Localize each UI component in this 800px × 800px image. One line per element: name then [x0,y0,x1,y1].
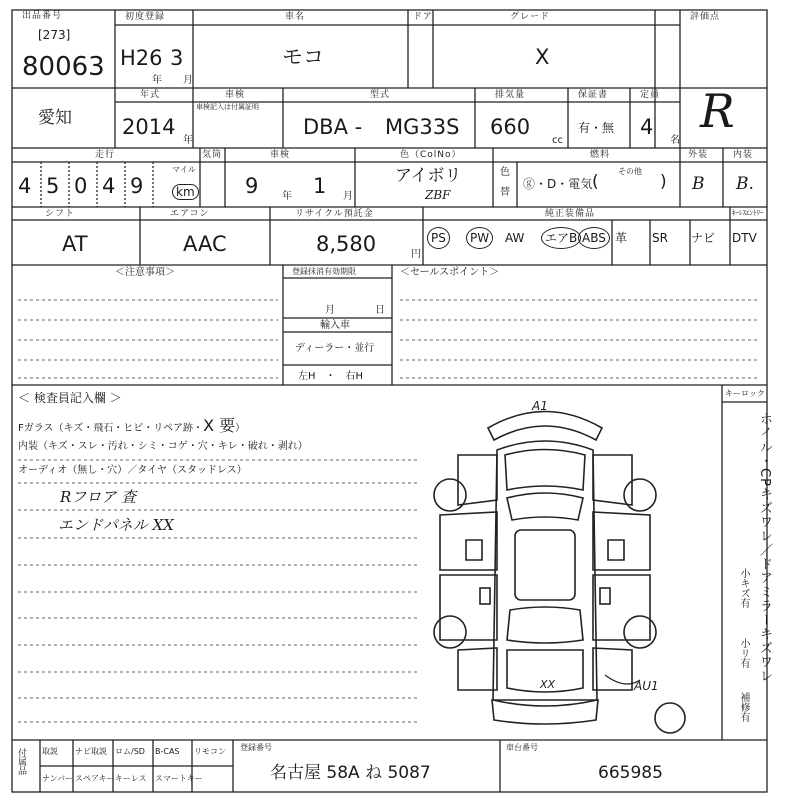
wheel-mirror-legend: ホイル・CPキズワレ／ドアミラーキズワレ [757,412,772,683]
grade-label: グレード [510,12,551,22]
mileage-label: 走行 [95,150,116,160]
diagram-label-xx: XX [540,678,556,691]
equipment-label: 純正装備品 [545,209,596,219]
warranty-label: 保証書 [578,90,609,100]
displacement-label: 排気量 [495,90,526,100]
model-code: MG33S [385,115,460,139]
plate-label: 登録番号 [240,743,272,752]
mileage-digit-2: 5 [46,174,60,198]
color-note: ZBF [425,188,451,202]
windshield-text: Fガラス（キズ・飛石・ヒビ・リペア跡・ [18,423,204,434]
fuel-label: 燃料 [590,150,611,160]
color: アイボリ [395,166,462,186]
equipment-item-7: ナビ [691,231,716,245]
recycle-label: リサイクル預託金 [295,209,374,219]
first-registration-era: H26 [120,46,163,70]
equipment-item-6: SR [652,231,668,245]
interior-line: 内装（キズ・スレ・汚れ・シミ・コゲ・穴・キレ・破れ・剥れ） [18,441,308,452]
capacity-label: 定員 [640,90,661,100]
import-type: ディーラー・並行 [295,343,375,354]
inspection-note: 車検記入は付属証明 [196,103,259,111]
equipment-item-1: PW [466,227,493,249]
model-year-nen: 年 [183,135,193,146]
color-change-1: 色 [500,167,510,178]
capacity-unit: 名 [670,135,680,146]
windshield-close: ） [235,423,246,434]
exterior-grade: B [692,174,705,194]
model-year-label: 年式 [140,90,161,100]
accessories-label: 付属品 [16,748,26,775]
windshield-mark: X 要 [203,416,236,435]
audio-tire-line: オーディオ（無し・穴）／タイヤ（スタッドレス） [18,465,247,476]
displacement-unit: cc [552,135,563,146]
registration-expiry-label: 登録抹消有効期限 [292,267,356,276]
cylinder-label: 気筒 [202,150,223,160]
interior-grade: B. [736,174,754,194]
fuel-paren-open: ( [592,172,599,192]
diagram-label-a1: A1 [532,399,548,413]
mileage-digit-3: 0 [74,174,88,198]
import-label: 輸入車 [320,320,350,331]
ac: AAC [183,232,227,256]
handwritten-note-2: エンドパネル XX [58,516,174,534]
registration-plate: 名古屋 58A ね 5087 [270,763,431,783]
ac-label: エアコン [170,209,210,219]
exterior-label: 外装 [688,150,709,160]
windshield-line [18,418,245,434]
legend-small-dent: 小リ有 [738,638,749,668]
first-registration-month: 3 [170,46,184,70]
entry-number-label: 出品番号 [22,11,63,21]
recycle-yen: 円 [411,249,421,260]
displacement: 660 [490,115,531,139]
accessory-3: B-CAS [155,747,180,756]
accessory-row2-2: キーレス [115,774,147,783]
score: R [700,84,735,138]
keylock-label: キーロック [725,389,765,398]
expiry-day: 日 [375,305,385,316]
equipment-item-2: AW [505,231,525,245]
accessory-2: ロム/SD [115,747,145,756]
accessory-row2-0: ナンバー [42,774,74,783]
color-change-2: 替 [500,187,510,198]
score-label: 評価点 [690,12,721,22]
first-registration-label: 初度登録 [125,12,166,22]
vin-label: 車台番号 [506,743,538,752]
diagram-label-au1: AU1 [634,679,659,693]
mileage-digit-1: 4 [18,174,32,198]
door-label: ドア [413,12,433,22]
shaken-year: 9 [245,174,259,198]
accessory-0: 取説 [42,747,58,756]
shaken-nen: 年 [282,191,292,202]
interior-label: 内装 [733,150,754,160]
keyless-label: ｷｰﾚｽｴﾝﾄﾘｰ [732,209,764,217]
steering-side: 左H ・ 右H [298,371,364,382]
equipment-item-3: エアB [541,227,581,249]
mileage-digit-5: 9 [130,174,144,198]
accessory-1: ナビ取説 [75,747,107,756]
fuel: ⓖ・D・電気 [523,177,593,191]
model-prefix: DBA - [303,115,363,139]
first-registration-nen: 年 [152,75,162,86]
shaken-label: 車検 [270,150,291,160]
shift: AT [62,232,88,256]
capacity: 4 [640,115,654,139]
equipment-item-8: DTV [732,231,757,245]
first-registration-tsuki: 月 [183,75,193,86]
mileage-unit-km: km [172,184,199,200]
equipment-item-5: 革 [615,231,628,245]
color-label: 色（ColNo） [400,150,462,160]
grade: X [535,45,550,69]
inspection-label: 車検 [225,90,246,100]
legend-small-scratch: 小キズ有 [738,568,749,608]
accessory-4: リモコン [194,747,226,756]
model-year: 2014 [122,115,176,139]
handwritten-note-1: Rフロア 査 [60,488,137,506]
warranty: 有・無 [578,121,615,135]
region: 愛知 [38,108,72,128]
caution-label: ＜注意事項＞ [115,267,175,278]
equipment-item-0: PS [427,227,450,249]
fuel-other: その他 [618,167,642,176]
sales-point-label: ＜セールスポイント＞ [400,267,500,278]
recycle-deposit: 8,580 [316,232,377,256]
accessory-row2-1: スペアキー [75,774,115,783]
inspector-title: ＜ 検査員記入欄 ＞ [18,391,122,405]
shift-label: シフト [45,209,76,219]
equipment-item-4: ABS [578,227,610,249]
mileage-unit-mile: マイル [172,165,196,174]
accessory-row2-3: スマートキー [155,774,203,783]
car-name-label: 車名 [285,12,306,22]
expiry-month: 月 [325,305,335,316]
vin: 665985 [598,763,663,783]
entry-sub-number: [273] [38,28,71,42]
entry-number: 80063 [22,52,105,82]
shaken-month: 1 [313,174,327,198]
model-label: 型式 [370,90,391,100]
fuel-paren-close: ) [660,172,667,192]
mileage-digit-4: 4 [102,174,116,198]
legend-repaired: 補修有 [738,692,749,722]
car-name: モコ [282,45,324,69]
shaken-tsuki: 月 [343,191,353,202]
